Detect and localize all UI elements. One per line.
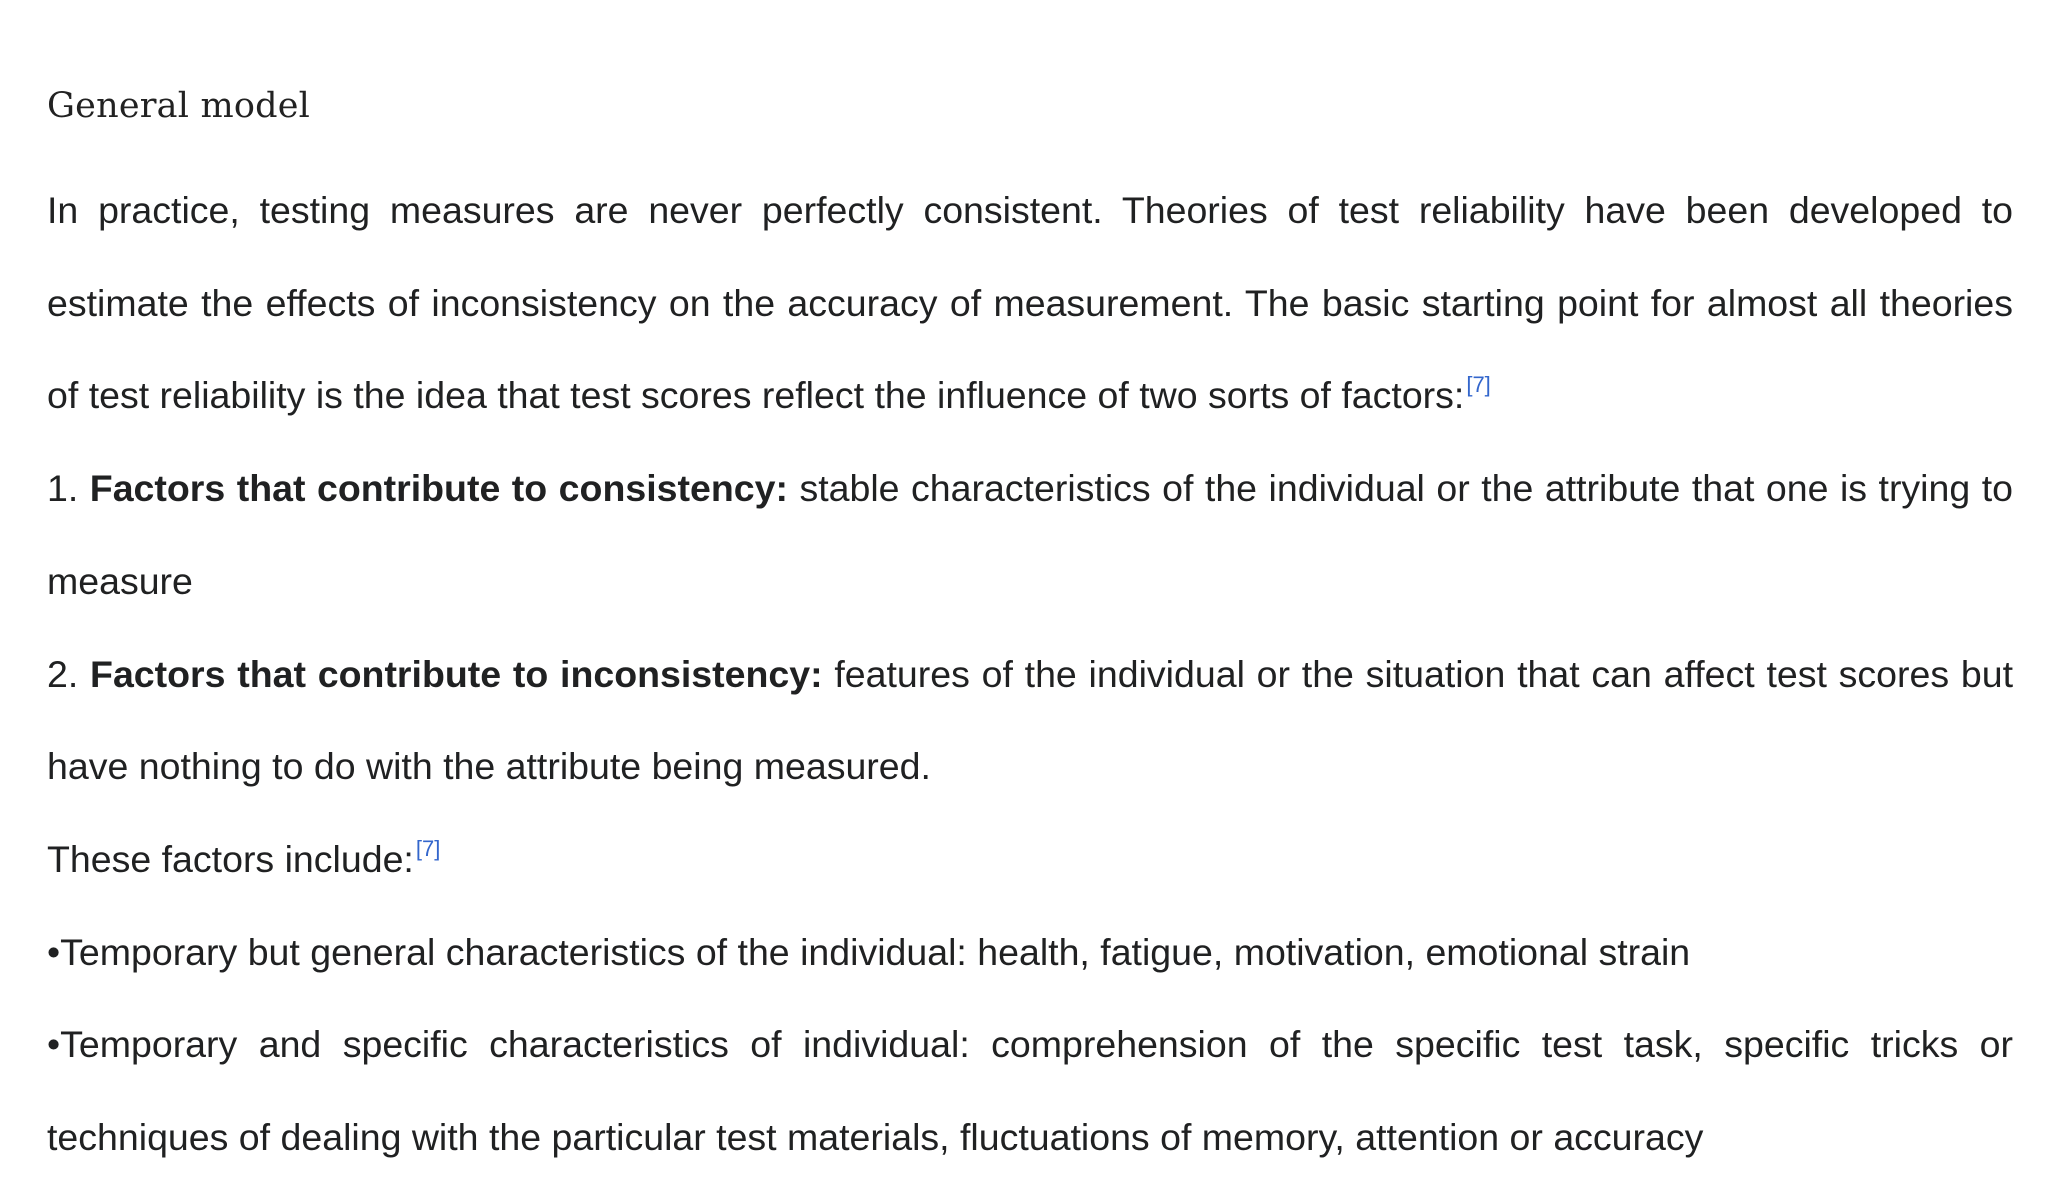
bullet-text: Temporary and specific characteristics of individual: comprehension of the specific test task, specific tricks or techniques of dealing with the particular test materials, fluctuations of memory, attention or accuracy <box>47 1023 2013 1159</box>
factor-title: Factors that contribute to inconsistency: <box>90 652 823 695</box>
intro-text: In practice, testing measures are never perfectly consistent. Theories of test reliability have been developed to estimate the effects of inconsistency on the accuracy of measurement. The basic starting point for almost all theories of test reliability is the idea that test scores reflect the influence of two sorts of factors: <box>47 189 2013 417</box>
bullet-marker: • <box>47 930 61 973</box>
factor-title: Factors that contribute to consistency: <box>89 467 788 510</box>
bullet-text: Temporary but general characteristics of the individual: health, fatigue, motivation, emotional strain <box>60 930 1691 973</box>
factor-number: 1. <box>47 467 79 510</box>
factor-item <box>47 628 2013 813</box>
factor-item <box>47 442 2013 627</box>
bullet-item <box>47 906 2013 999</box>
citation-link-7[interactable]: [7] <box>415 835 441 861</box>
citation-link[interactable] <box>1466 372 1490 397</box>
citation-link-7[interactable]: [7] <box>1466 372 1491 398</box>
factors-include-text: These factors include: <box>47 837 414 880</box>
intro-paragraph <box>47 164 2013 442</box>
factor-text: features of the individual or the situation that can affect test scores but have nothing to do with the attribute being measured. <box>47 652 2013 788</box>
citation-link[interactable] <box>416 836 440 861</box>
section-heading: General model <box>47 86 311 126</box>
factor-text: stable characteristics of the individual or the attribute that one is trying to measure <box>47 467 2013 602</box>
bullet-item <box>47 998 2013 1183</box>
factor-number: 2. <box>47 652 79 695</box>
bullet-marker: • <box>47 1023 61 1066</box>
article-body <box>47 164 2013 1184</box>
factors-include-line <box>47 813 2013 906</box>
